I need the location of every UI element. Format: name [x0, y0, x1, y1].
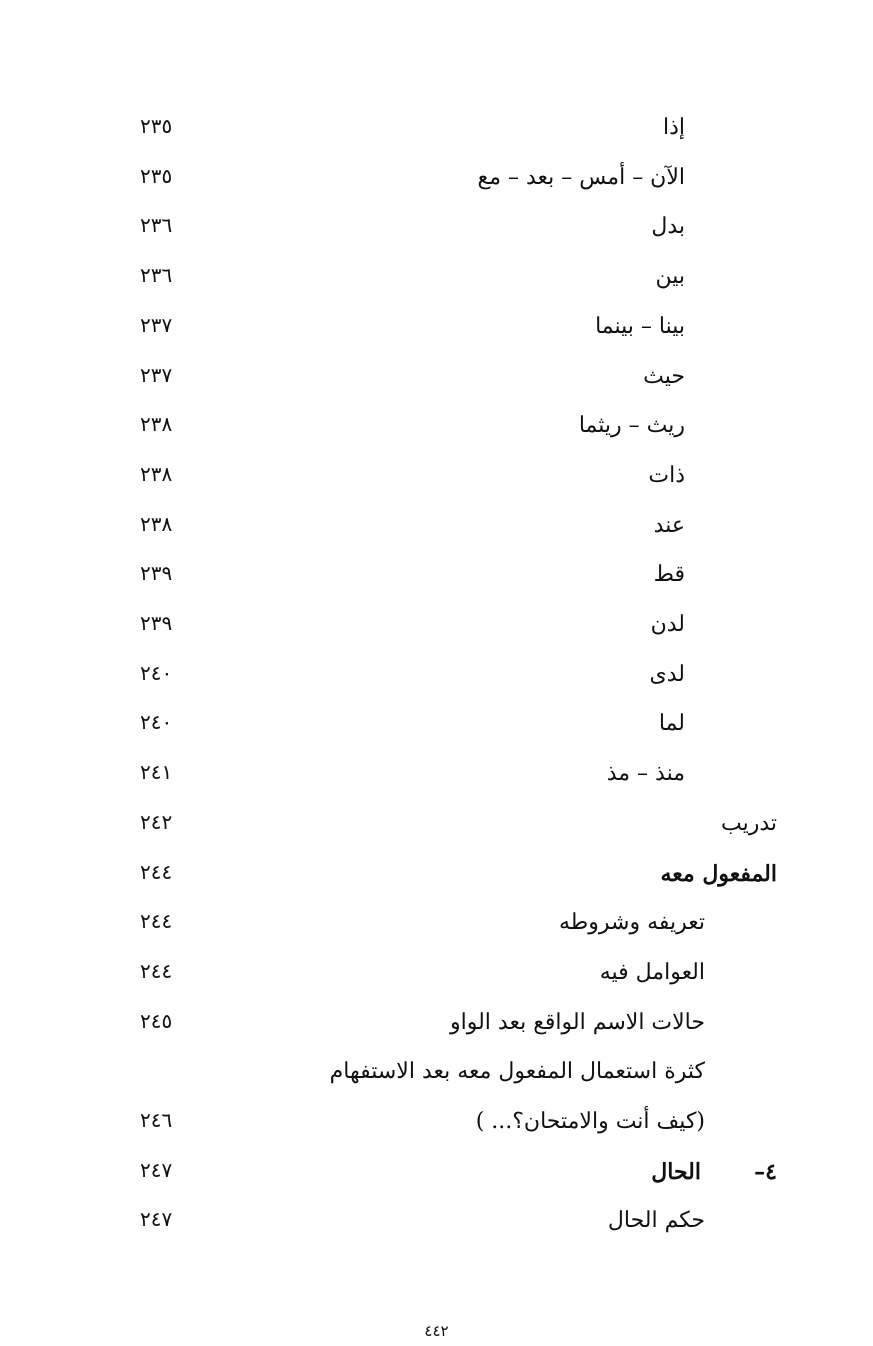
toc-entry — [0, 907, 873, 947]
page-number: ٤٤٢ — [424, 1322, 449, 1340]
toc-entry-title: حيث — [643, 364, 685, 389]
toc-entry-title: حكم الحال — [607, 1208, 705, 1233]
toc-entry-title: لدن — [650, 612, 685, 637]
toc-entry-page: ٢٣٧ — [140, 363, 173, 387]
toc-entry-page: ٢٣٦ — [140, 263, 173, 287]
toc-entry-page: ٢٤٤ — [140, 959, 173, 983]
toc-entry-title: بينا – بينما — [595, 314, 685, 339]
toc-entry-title: حالات الاسم الواقع بعد الواو — [450, 1010, 705, 1035]
toc-entry — [0, 261, 873, 301]
toc-entry-title: ريث – ريثما — [578, 413, 685, 438]
toc-entry — [0, 1106, 873, 1146]
toc-entry-page: ٢٤٧ — [140, 1207, 173, 1231]
toc-entry-page: ٢٣٧ — [140, 313, 173, 337]
toc-entry-page: ٢٣٨ — [140, 412, 173, 436]
toc-entry — [0, 659, 873, 699]
toc-entry-page: ٢٤٤ — [140, 909, 173, 933]
toc-entry-page: ٢٤٠ — [140, 710, 173, 734]
toc-entry-title: عند — [653, 513, 685, 538]
toc-entry-page: ٢٣٥ — [140, 114, 173, 138]
toc-entry-page: ٢٣٥ — [140, 164, 173, 188]
toc-entry-title: لما — [658, 711, 685, 736]
toc-entry-page: ٢٣٨ — [140, 512, 173, 536]
toc-entry-page: ٢٤٤ — [140, 860, 173, 884]
toc-entry-page: ٢٣٩ — [140, 611, 173, 635]
toc-entry-title: إذا — [662, 115, 685, 140]
toc-entry-title: لدى — [649, 662, 685, 687]
toc-entry — [0, 1056, 873, 1096]
toc-entry — [0, 758, 873, 798]
toc-entry-title: تدريب — [720, 811, 777, 836]
toc-entry-page: ٢٤١ — [140, 760, 173, 784]
toc-entry — [0, 211, 873, 251]
toc-entry-page: ٢٣٩ — [140, 561, 173, 585]
toc-entry — [0, 1156, 873, 1196]
toc-entry-title: العوامل فيه — [599, 960, 705, 985]
toc-entry-title: الحال — [651, 1159, 701, 1185]
toc-entry-page: ٢٤٢ — [140, 810, 173, 834]
toc-entry — [0, 510, 873, 550]
toc-entry — [0, 808, 873, 848]
toc-entry-title: الآن – أمس – بعد – مع — [477, 165, 685, 190]
toc-entry-page: ٢٣٦ — [140, 213, 173, 237]
toc-entry — [0, 410, 873, 450]
toc-entry — [0, 1205, 873, 1245]
toc-entry — [0, 112, 873, 152]
toc-entry — [0, 609, 873, 649]
toc-entry-page: ٢٤٧ — [140, 1158, 173, 1182]
toc-entry-page: ٢٣٨ — [140, 462, 173, 486]
toc-entry-number: ٤– — [754, 1159, 777, 1185]
toc-entry-title: ذات — [648, 463, 685, 488]
toc-entry — [0, 957, 873, 997]
toc-entry — [0, 162, 873, 202]
toc-entry-page: ٢٤٠ — [140, 661, 173, 685]
toc-entry — [0, 708, 873, 748]
toc-entry-title: تعريفه وشروطه — [558, 910, 705, 935]
toc-entry — [0, 858, 873, 898]
toc-entry-title: (كيف أنت والامتحان؟... ) — [475, 1109, 705, 1134]
toc-entry-title: بدل — [651, 214, 685, 239]
toc-entry — [0, 559, 873, 599]
toc-entry — [0, 1007, 873, 1047]
toc-entry-title: المفعول معه — [660, 861, 777, 887]
toc-entry-title: كثرة استعمال المفعول معه بعد الاستفهام — [329, 1059, 705, 1084]
toc-entry — [0, 361, 873, 401]
toc-entry-title: قط — [653, 562, 685, 587]
toc-entry — [0, 460, 873, 500]
toc-entry-title: بين — [655, 264, 685, 289]
toc-entry-page: ٢٤٦ — [140, 1108, 173, 1132]
toc-entry-title: منذ – مذ — [606, 761, 685, 786]
toc-entry-page: ٢٤٥ — [140, 1009, 173, 1033]
toc-entry — [0, 311, 873, 351]
